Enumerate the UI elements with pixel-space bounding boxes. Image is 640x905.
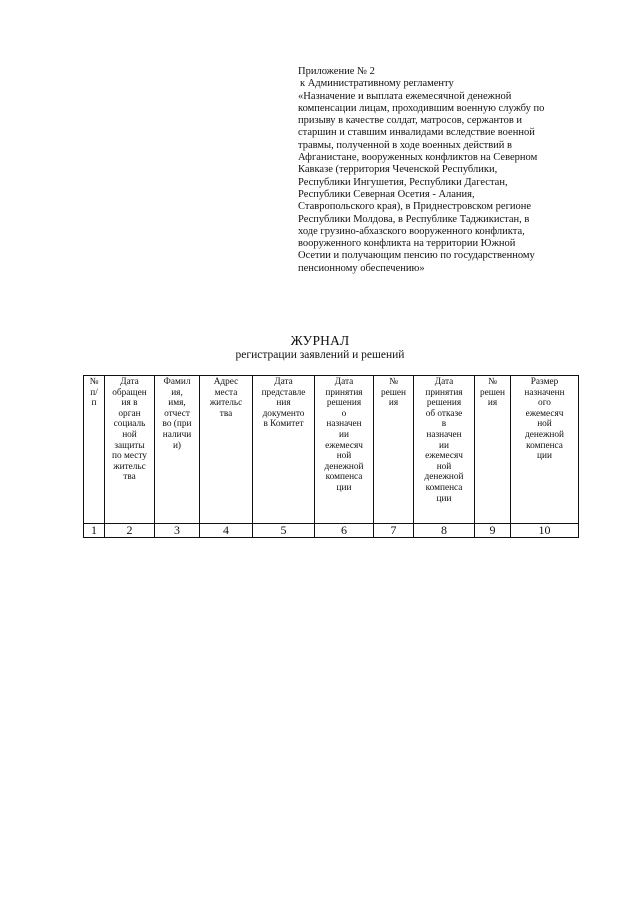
header-text-line: Дата xyxy=(274,377,293,387)
header-cell xyxy=(105,376,155,524)
header-text-line: в xyxy=(441,419,447,430)
header-text-line: представле xyxy=(261,387,306,398)
appendix-line: призыву в качестве солдат, матросов, сержантов и xyxy=(298,115,523,127)
header-text-line: Адрес xyxy=(213,377,239,387)
header-text-line: места xyxy=(214,387,238,398)
header-text-line: ия в xyxy=(121,398,138,409)
appendix-line: «Назначение и выплата ежемесячной денежной xyxy=(298,90,512,102)
header-text-line: ной xyxy=(436,461,452,472)
header-text-line: № xyxy=(488,377,497,387)
header-text-line: жительс xyxy=(113,461,146,472)
header-cell xyxy=(200,376,253,524)
header-text-line: ия xyxy=(487,398,498,409)
appendix-line: пенсионному обеспечению» xyxy=(298,262,425,274)
header-text-line: денежной xyxy=(324,461,364,472)
header-text-line: по месту xyxy=(112,451,147,462)
header-text-line: решения xyxy=(326,398,362,409)
column-number-cell: 2 xyxy=(105,524,155,538)
header-text-line: № xyxy=(89,377,99,387)
column-number-cell: 8 xyxy=(414,524,475,538)
appendix-block xyxy=(298,66,588,275)
header-text-line: ия, xyxy=(171,387,183,398)
column-number-cell: 7 xyxy=(374,524,414,538)
header-text-line: решен xyxy=(380,387,407,398)
header-text-line: ии xyxy=(439,440,449,451)
header-text-line: социаль xyxy=(113,419,146,430)
header-text-line: ого xyxy=(538,398,551,409)
header-text-line: тва xyxy=(219,408,233,419)
header-text-line: принятия xyxy=(325,387,363,398)
header-text-line: денежной xyxy=(525,429,564,440)
header-text-line: Дата xyxy=(434,377,454,387)
header-text-line: назначен xyxy=(426,429,462,440)
journal-title: ЖУРНАЛ xyxy=(290,333,350,348)
appendix-line: старшин и ставшим инвалидами вследствие военной xyxy=(298,127,535,139)
header-text-line: ции xyxy=(436,493,452,504)
header-cell xyxy=(155,376,200,524)
header-text-line: Фамил xyxy=(163,377,191,387)
column-number-cell: 1 xyxy=(84,524,105,538)
appendix-line: Республики Северная Осетия - Алания, xyxy=(298,188,475,200)
header-cell xyxy=(414,376,475,524)
header-cell xyxy=(475,376,511,524)
header-text-line: в Комитет xyxy=(263,419,304,430)
column-number-cell: 9 xyxy=(475,524,511,538)
table-header-row xyxy=(84,376,579,524)
header-text-line: жительс xyxy=(209,398,243,409)
header-text-line: орган xyxy=(118,408,141,419)
header-text-line: ции xyxy=(537,451,552,462)
header-text-line: наличи xyxy=(162,429,192,440)
header-text-line: отчест xyxy=(164,408,190,419)
table-row xyxy=(84,524,579,538)
header-text-line: назначен xyxy=(326,419,362,430)
header-text-line: решен xyxy=(479,387,506,398)
header-text-line: п xyxy=(91,398,97,409)
header-text-line: Размер xyxy=(530,377,559,387)
appendix-line: Афганистане, вооруженных конфликтов на Северном xyxy=(298,152,538,164)
header-text-line: принятия xyxy=(425,387,463,398)
header-text-line: денежной xyxy=(424,472,464,483)
header-cell xyxy=(374,376,414,524)
header-text-line: тва xyxy=(123,472,136,483)
appendix-line: Ставропольского края), в Приднестровском регионе xyxy=(298,201,532,213)
header-text-line: № xyxy=(389,377,398,387)
header-text-line: защиты xyxy=(114,440,145,451)
appendix-line: Приложение № 2 xyxy=(298,66,375,77)
header-text-line: ной xyxy=(336,451,352,462)
header-text-line: о xyxy=(341,408,347,419)
appendix-line: компенсации лицам, проходившим военную службу по xyxy=(298,102,545,114)
header-text-line: ной xyxy=(122,429,137,440)
header-text-line: решения xyxy=(426,398,462,409)
column-number-cell: 3 xyxy=(155,524,200,538)
header-text-line: ежемесяч xyxy=(425,451,463,462)
registration-journal-table xyxy=(83,375,579,538)
header-text-line: компенса xyxy=(526,440,563,451)
column-number-cell: 6 xyxy=(315,524,374,538)
header-text-line: компенса xyxy=(425,482,463,493)
column-number-cell: 10 xyxy=(511,524,579,538)
appendix-line: к Административному регламенту xyxy=(300,78,454,90)
appendix-line: Республики Ингушетия, Республики Дагестан, xyxy=(298,176,508,188)
header-text-line: Дата xyxy=(120,377,139,387)
appendix-line: травмы, полученной в ходе военных действий в xyxy=(298,139,512,151)
header-text-line: ия xyxy=(388,398,399,409)
header-text-line: документо xyxy=(262,408,305,419)
appendix-line: ходе грузино-абхазского вооруженного конфликта, xyxy=(298,225,525,237)
appendix-line: вооруженного конфликта на территории Южной xyxy=(298,238,516,250)
appendix-line: Осетии и получающим пенсию по государственному xyxy=(298,250,535,262)
appendix-line: Республики Молдова, в Республике Таджикистан, в xyxy=(298,213,530,225)
header-text-line: имя, xyxy=(168,398,186,409)
header-text-line: обращен xyxy=(112,387,147,398)
header-text-line: Дата xyxy=(334,377,354,387)
journal-subtitle: регистрации заявлений и решений xyxy=(235,349,405,361)
header-text-line: во (при xyxy=(162,419,192,430)
header-text-line: ежемесяч xyxy=(525,408,564,419)
header-text-line: компенса xyxy=(325,472,363,483)
header-cell xyxy=(253,376,315,524)
appendix-line: Кавказе (территория Чеченской Республики, xyxy=(298,164,498,176)
header-cell xyxy=(315,376,374,524)
header-text-line: ии xyxy=(339,429,349,440)
header-text-line: ной xyxy=(537,419,552,430)
header-text-line: об отказе xyxy=(425,408,463,419)
header-text-line: ния xyxy=(276,398,291,409)
header-cell xyxy=(511,376,579,524)
header-text-line: и) xyxy=(172,440,182,451)
header-text-line: назначенн xyxy=(524,387,565,398)
header-text-line: п/ xyxy=(90,387,98,398)
header-text-line: ежемесяч xyxy=(325,440,363,451)
column-number-cell: 5 xyxy=(253,524,315,538)
column-number-cell: 4 xyxy=(200,524,253,538)
header-text-line: ции xyxy=(336,482,352,493)
header-cell xyxy=(84,376,105,524)
